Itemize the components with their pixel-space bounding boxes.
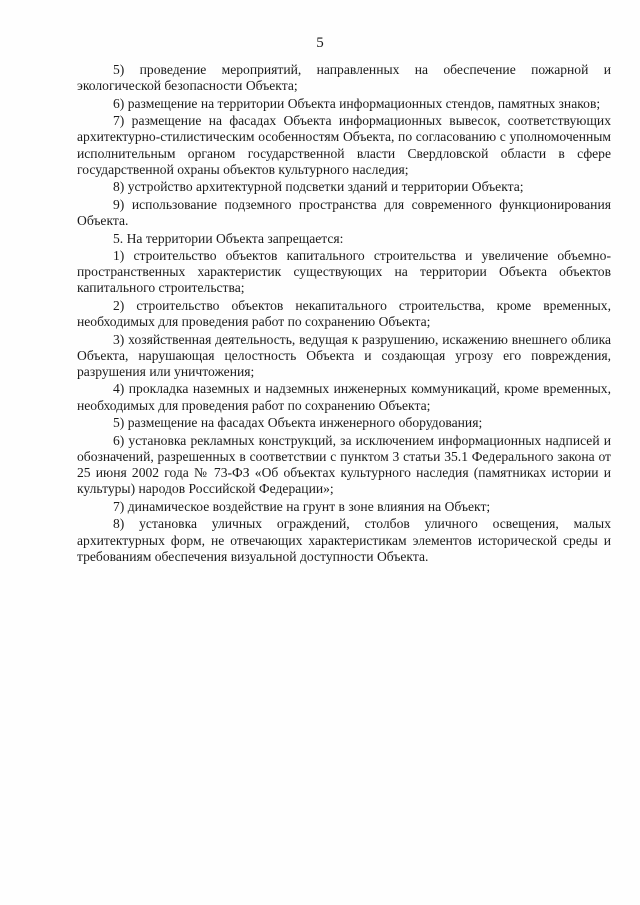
- paragraph: 4) прокладка наземных и надземных инженерных коммуникаций, кроме временных, необходимых для проведения работ по сохранению Объекта;: [77, 381, 611, 413]
- document-body: [77, 62, 611, 567]
- paragraph: 9) использование подземного пространства для современного функционирования Объекта.: [77, 196, 611, 228]
- page-number: 5: [316, 35, 324, 51]
- paragraph: 3) хозяйственная деятельность, ведущая к разрушению, искажению внешнего облика Объекта, нарушающая целостность Объекта и создающая угрозу его повреждения, разрушения или уничтожения;: [77, 331, 611, 379]
- paragraph: 5) проведение мероприятий, направленных на обеспечение пожарной и экологической безопасности Объекта;: [77, 62, 611, 94]
- paragraph: 8) устройство архитектурной подсветки зданий и территории Объекта;: [113, 179, 524, 195]
- paragraph: 6) размещение на территории Объекта информационных стендов, памятных знаков;: [113, 95, 601, 111]
- paragraph: 5) размещение на фасадах Объекта инженерного оборудования;: [113, 415, 483, 431]
- section-heading: 5. На территории Объекта запрещается:: [113, 230, 344, 246]
- paragraph: 2) строительство объектов некапитального строительства, кроме временных, необходимых для проведения работ по сохранению Объекта;: [77, 297, 611, 330]
- paragraph: 1) строительство объектов капитального строительства и увеличение объемно-пространственных характеристик существующих на территории Объекта объектов капитального строительства;: [77, 248, 611, 296]
- paragraph: 7) размещение на фасадах Объекта информационных вывесок, соответствующих архитектурно-стилистическим особенностям Объекта, по согласованию с уполномоченным исполнительным органом государственной власти Свердловской области в сфере государственной охраны объектов культурного наследия;: [77, 113, 611, 177]
- paragraph: 7) динамическое воздействие на грунт в зоне влияния на Объект;: [113, 498, 491, 514]
- paragraph: 8) установка уличных ограждений, столбов уличного освещения, малых архитектурных форм, не отвечающих характеристикам элементов исторической среды и требованиям обеспечения визуальной доступности Объекта.: [77, 516, 611, 565]
- paragraph: 6) установка рекламных конструкций, за исключением информационных надписей и обозначений, разрешенных в соответствии с пунктом 3 статьи 35.1 Федерального закона от 25 июня 2002 года № 73-ФЗ «Об объектах культурного наследия (памятниках истории и культуры) народов Российской Федерации»;: [77, 432, 611, 497]
